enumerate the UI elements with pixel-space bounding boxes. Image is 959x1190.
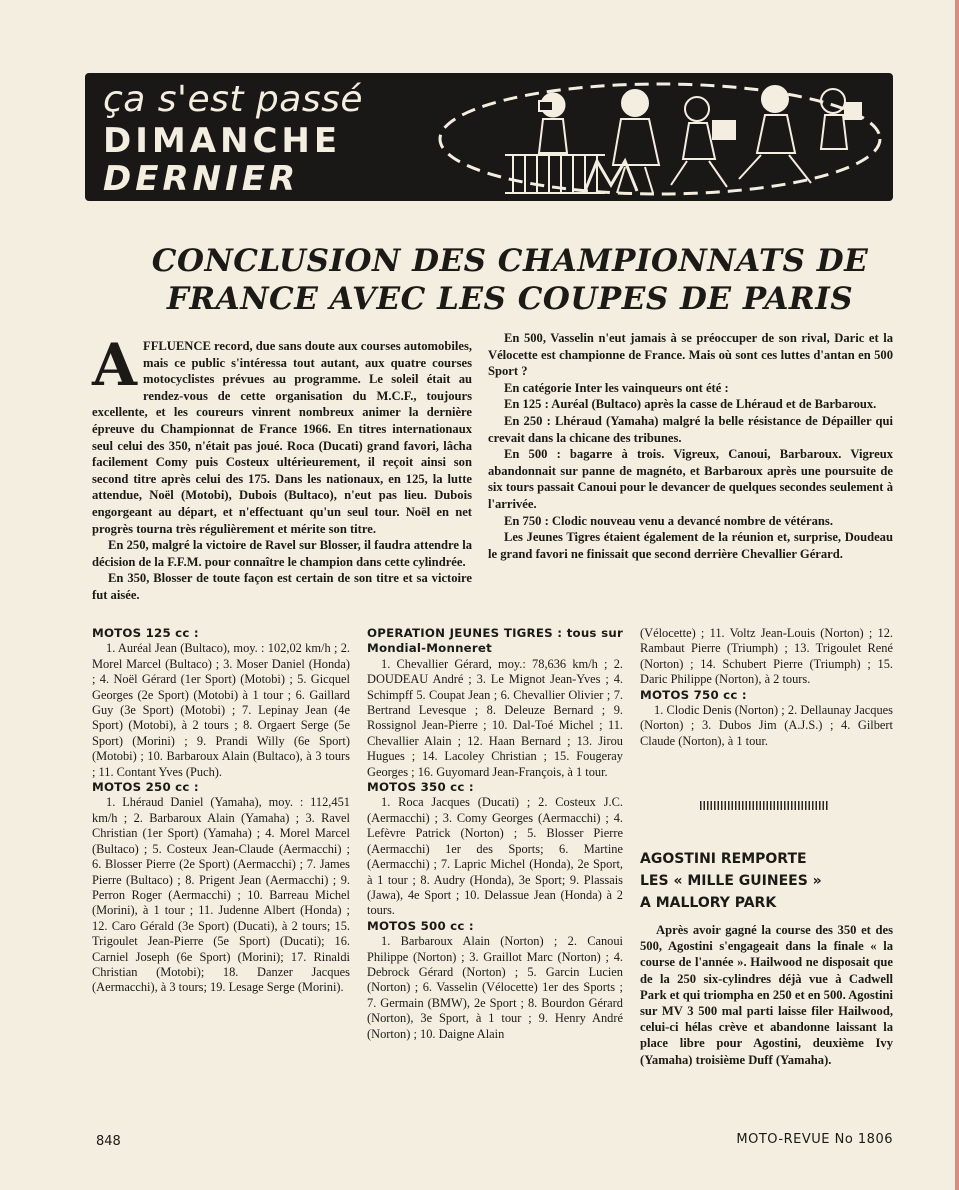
column-divider-rule <box>700 801 828 810</box>
intro-first-word: FFLUENCE <box>143 339 211 353</box>
agostini-body-text: Après avoir gagné la course des 350 et des 500, Agostini s'engageait dans la finale « la course de l'année ». Hailwood ne disposait que de la 250 six-cylindres déjà vue à Cadwell Park et qui triompha en 250 et en 500. Agostini sur MV 3 500 mal parti laisse filer Hailwood, celui-ci hélas crève et abandonne laissant la place libre pour Agostini, deuxième Ivy (Yamaha) troisième Duff (Yamaha). <box>640 923 893 1067</box>
section-heading-tigres: OPERATION JEUNES TIGRES : tous sur Mondial-Monneret <box>367 626 623 656</box>
agostini-title-line-3: A MALLORY PARK <box>640 895 777 911</box>
intro-paragraph-9: En 750 : Clodic nouveau venu a devancé nombre de vétérans. <box>504 513 833 528</box>
agostini-headline <box>640 848 870 914</box>
drop-cap: A <box>92 331 138 399</box>
page-edge <box>955 0 959 1190</box>
results-column-1 <box>92 626 350 996</box>
results-250: 1. Lhéraud Daniel (Yamaha), moy. : 112,451 km/h ; 2. Barbaroux Alain (Yamaha) ; 3. Ravel Christian (1er Sport) (Yamaha) ; 4. Morel Marcel (Bultaco) ; 5. Costeux Jean-Claude (Aermacchi) ; 6. Blosser Pierre (2e Sport) (Aermacchi) ; 7. James Pierre (Bultaco) ; 8. Prigent Jean (Aermacchi) ; 9. Perron Roger (Aermacchi) ; 10. Barreau Michel (Morini), à 1 tour ; 11. Judenne Albert (Honda) ; 12. Caro Gérald (3e Sport) (Ducati), à 2 tours; 15. Trigoulet Jean-Pierre (5e Sport) (Ducati); 16. Carniel Joseph (6e Sport) (Morini); 17. Rinaldi Christian (Motobi); 18. Danzer Jacques (Aermacchi), à 3 tours; 19. Lesage Serge (Morini). <box>92 795 350 995</box>
headline-line-2: FRANCE AVEC LES COUPES DE PARIS <box>166 281 854 317</box>
agostini-title-line-2: LES « MILLE GUINEES » <box>640 873 822 889</box>
results-750: 1. Clodic Denis (Norton) ; 2. Dellaunay Jacques (Norton) ; 3. Dubos Jim (A.J.S.) ; 4. Gilbert Claude (Norton), à 1 tour. <box>640 703 893 748</box>
article-headline <box>150 242 870 318</box>
section-heading-350: MOTOS 350 cc : <box>367 780 474 795</box>
section-heading-125: MOTOS 125 cc : <box>92 626 199 640</box>
section-banner <box>85 73 893 201</box>
headline-line-1: CONCLUSION DES CHAMPIONNATS DE <box>151 243 869 279</box>
agostini-title-line-1: AGOSTINI REMPORTE <box>640 851 807 867</box>
intro-paragraph-4: En 500, Vasselin n'eut jamais à se préoccuper de son rival, Daric et la Vélocette est championne de France. Mais où sont ces luttes d'antan en 500 Sport ? <box>488 331 893 379</box>
magazine-issue: MOTO-REVUE No 1806 <box>736 1132 893 1147</box>
results-125: 1. Auréal Jean (Bultaco), moy. : 102,02 km/h ; 2. Morel Marcel (Bultaco) ; 3. Moser Daniel (Honda) ; 4. Noël Gérard (1er Sport) (Motobi) ; 5. Gicquel Georges (2e Sport) (Motobi) à 1 tour ; 6. Gaillard Guy (3e Sport) (Motobi) ; 7. Lepinay Jean (4e Sport) (Motobi), à 2 tours ; 8. Orgaert Serge (5e Sport) (Morini) ; 9. Prandi Willy (6e Sport) (Motobi) ; 10. Barbaroux Alain (Bultaco), à 3 tours ; 11. Contant Yves (Puch). <box>92 641 350 779</box>
intro-column-left <box>92 331 472 604</box>
intro-paragraph-6: En 125 : Auréal (Bultaco) après la casse de Lhéraud et de Barbaroux. <box>504 397 877 412</box>
page-number: 848 <box>96 1134 121 1149</box>
results-column-3 <box>640 626 893 749</box>
intro-paragraph-5: En catégorie Inter les vainqueurs ont été : <box>504 380 729 395</box>
results-350: 1. Roca Jacques (Ducati) ; 2. Costeux J.C. (Aermacchi) ; 3. Comy Georges (Aermacchi) ; 4. Lefèvre Patrick (Norton) ; 5. Blosser Pierre (Aermacchi) 1er des Sports; 6. Martine (Aermacchi) ; 7. Lapric Michel (Honda), 2e Sport, à 1 tour ; 8. Audry (Honda), 3e Sport; 9. Plassais (Jawa), 4e Sport ; 10. Delassue Jean (Honda) à 2 tours. <box>367 795 623 918</box>
intro-paragraph-7: En 250 : Lhéraud (Yamaha) malgré la belle résistance de Dépailler qui crevait dans la chicane des tribunes. <box>488 413 893 445</box>
intro-paragraph-2: En 250, malgré la victoire de Ravel sur Blosser, il faudra attendre la décision de la F.F.M. pour connaître le champion dans cette cylindrée. <box>92 538 472 569</box>
results-500: 1. Barbaroux Alain (Norton) ; 2. Canoui Philippe (Norton) ; 3. Graillot Marc (Norton) ; 4. Debrock Gérard (Norton) ; 5. Garcin Lucien (Norton) ; 6. Vasselin (Vélocette) 1er des Sports ; 7. Germain (BMW), 2e Sport ; 8. Bourdon Gérard (Norton), 3e Sport, à 1 tour ; 9. Henry André (Norton) ; 10. Daigne Alain <box>367 934 623 1041</box>
banner-line-2: DIMANCHE <box>103 121 342 161</box>
results-column-2 <box>367 626 623 1042</box>
intro-p1-text: record, due sans doute aux courses automobiles, mais ce public s'intéressa tout autant, aux quatre courses motocyclistes prévues au programme. Le soleil était au rendez-vous de cette organisation du M.C.F., toujours excellente, et les coureurs vinrent nombreux animer la dernière épreuve du Championnat de France 1966. En titres internationaux seul celui des 350, n'était pas joué. Roca (Ducati) grand favori, lâcha facilement Comy puis Costeux ultérieurement, il reçoit ainsi son second titre après celui des 175. Dans les nationaux, en 125, la lutte attendue, Noël (Motobi), Dubois (Bultaco), n'eut pas lieu. Dubois engorgeant au départ, et n'effectuant qu'un seul tour. Noël en net progrès tourna très régulièrement et mérite son titre. <box>92 339 472 536</box>
intro-paragraph-3: En 350, Blosser de toute façon est certain de son titre et sa victoire fut aisée. <box>92 571 472 602</box>
intro-column-right <box>488 330 893 562</box>
agostini-article <box>640 922 893 1068</box>
results-tigres: 1. Chevallier Gérard, moy.: 78,636 km/h ; 2. DOUDEAU André ; 3. Le Mignot Jean-Yves ; 4. Schimpff 5. Coupat Jean ; 6. Chevallier Olivier ; 7. Bertrand Levesque ; 8. Deleuze Bernard ; 9. Rossignol Jean-Pierre ; 10. Dal-Toé Michel ; 11. Chevallier Alain ; 12. Haan Bernard ; 13. Jirou Hugues ; 14. Lacoley Christian ; 15. Fougeray Georges ; 16. Guyomard Jean-François, à 1 tour. <box>367 656 623 779</box>
intro-paragraph-8: En 500 : bagarre à trois. Vigreux, Canoui, Barbaroux. Vigreux abandonnait sur panne de magnéto, et Barbaroux après une poursuite de six tours passait Canoui pour le devancer de quelques secondes seulement à l'arrivée. <box>488 447 893 511</box>
banner-line-3: DERNIER <box>103 159 300 199</box>
section-heading-750: MOTOS 750 cc : <box>640 687 747 702</box>
cartoon-spectators-illustration <box>435 75 891 199</box>
results-500-continued: (Vélocette) ; 11. Voltz Jean-Louis (Norton) ; 12. Rambaut Pierre (Triumph) ; 13. Trigoulet René (Norton) ; 14. Schubert Pierre (Triumph) ; 15. Daric Philippe (Norton), à 2 tours. <box>640 626 893 687</box>
section-heading-250: MOTOS 250 cc : <box>92 780 199 795</box>
intro-paragraph-10: Les Jeunes Tigres étaient également de la réunion et, surprise, Doudeau le grand favori ne finissait que second derrière Chevallier Gérard. <box>488 530 893 561</box>
section-heading-500: MOTOS 500 cc : <box>367 918 474 933</box>
banner-line-1: ça s'est passé <box>103 79 363 120</box>
intro-paragraph-1 <box>92 331 472 537</box>
